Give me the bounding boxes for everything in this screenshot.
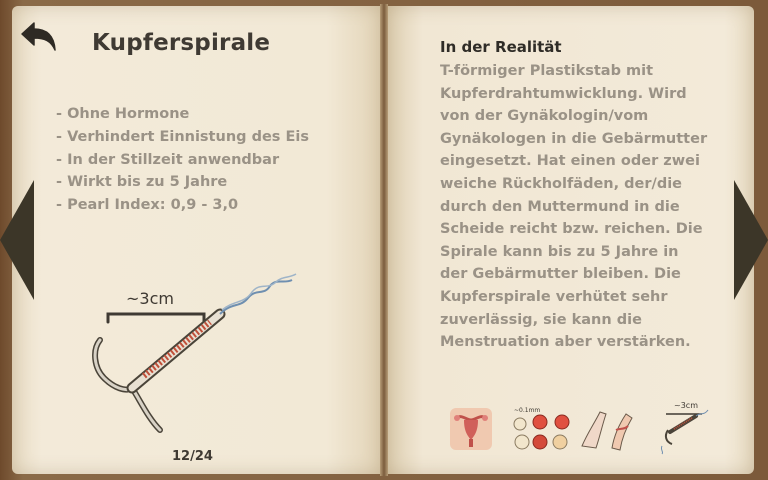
hand-insertion-icon[interactable] [578, 402, 642, 458]
thumbnail-strip [446, 396, 716, 460]
back-arrow-icon[interactable] [18, 20, 58, 56]
text-line: eingesetzt. Hat einen oder zwei [440, 153, 700, 170]
list-item: - In der Stillzeit anwendbar [56, 151, 280, 168]
text-line: T-förmiger Plastikstab mit [440, 63, 654, 79]
section-heading: In der Realität [440, 38, 562, 56]
text-line: Kupferdrahtumwicklung. Wird [440, 85, 687, 102]
uterus-icon[interactable] [446, 406, 496, 456]
description-text [440, 60, 740, 354]
text-line: weiche Rückholfäden, der/die [440, 175, 683, 192]
text-line: zuverlässig, sie kann die [440, 311, 642, 328]
list-item: - Pearl Index: 0,9 - 3,0 [56, 197, 239, 214]
text-line: durch den Muttermund in die [440, 198, 680, 215]
measure-label: ~3cm [126, 289, 174, 308]
text-line: Kupferspirale verhütet sehr [440, 288, 668, 305]
text-line: Spirale kann bis zu 5 Jahre in [440, 243, 679, 260]
page-title: Kupferspirale [92, 30, 271, 56]
text-line: von der Gynäkologin/vom [440, 108, 649, 125]
prev-page-arrow[interactable] [0, 180, 34, 300]
list-item: - Verhindert Einnistung des Eis [56, 128, 309, 145]
text-line: der Gebärmutter bleiben. Die [440, 266, 681, 283]
thumbnail-label: ~0.1mm [514, 407, 541, 414]
list-item: - Wirkt bis zu 5 Jahre [56, 174, 228, 191]
iud-illustration [70, 270, 310, 444]
egg-cells-icon[interactable] [510, 404, 574, 458]
book-spine [380, 4, 388, 476]
thumbnail-label: ~3cm [674, 401, 698, 410]
text-line: Menstruation aber verstärken. [440, 334, 691, 351]
text-line: Gynäkologen in die Gebärmutter [440, 130, 708, 147]
page-number: 12/24 [172, 449, 213, 464]
iud-small-icon[interactable] [652, 396, 712, 460]
facts-list [56, 103, 309, 217]
text-line: Scheide reicht bzw. reichen. Die [440, 221, 703, 238]
list-item: - Ohne Hormone [56, 106, 190, 122]
